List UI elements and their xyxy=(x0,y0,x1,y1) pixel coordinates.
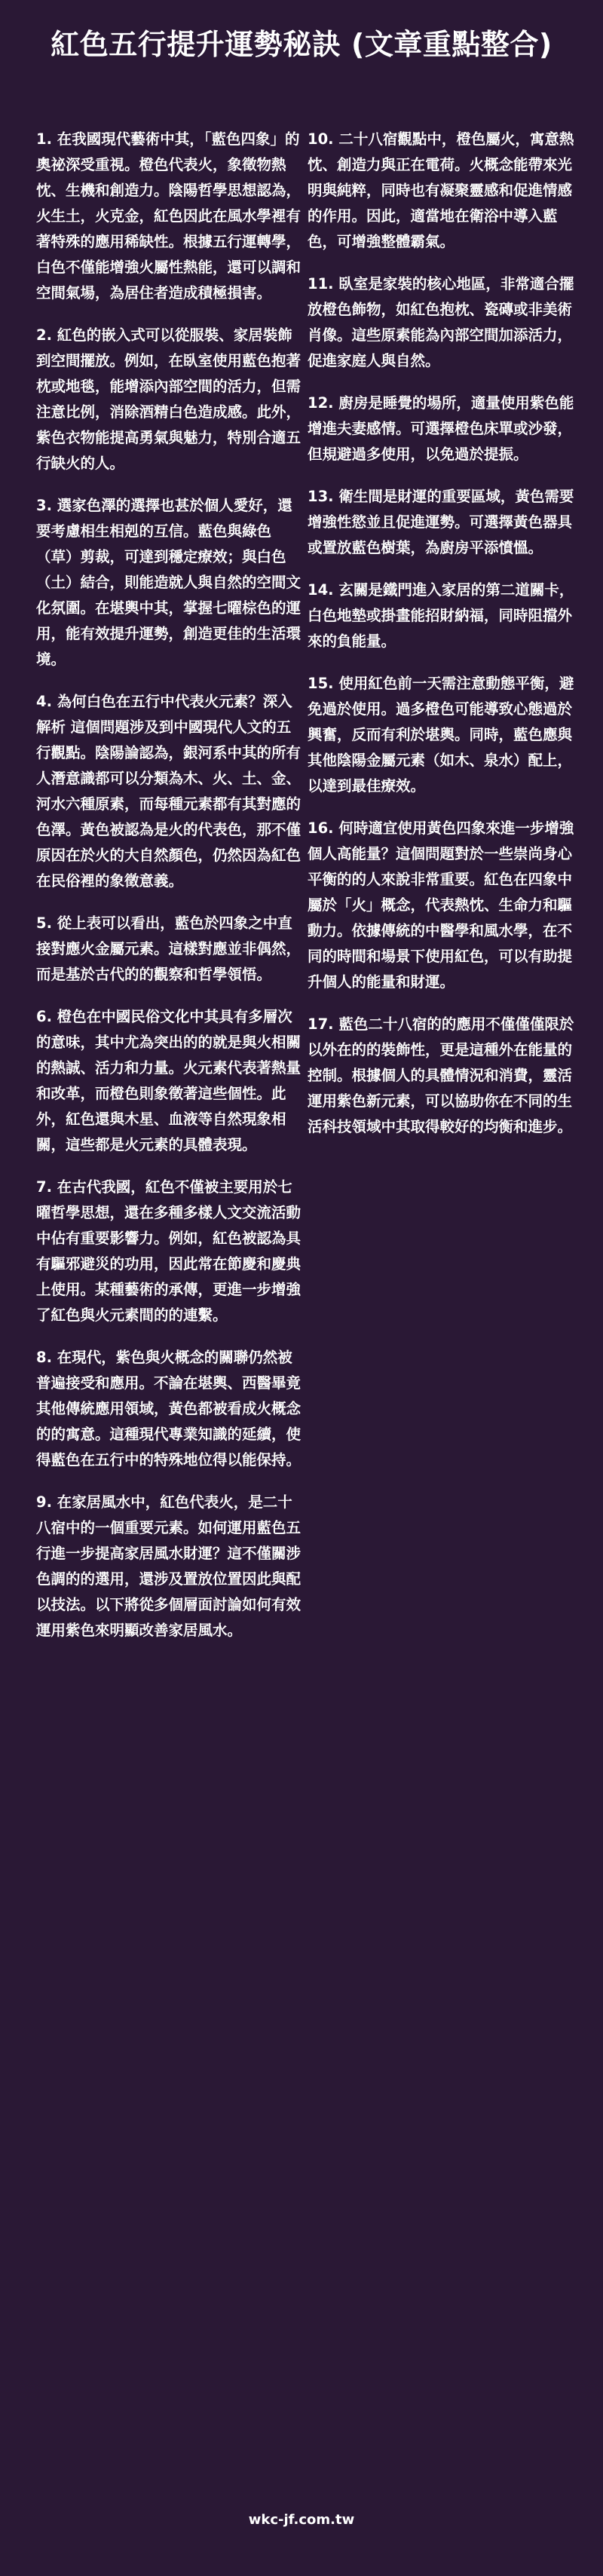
list-item: 4. 為何白色在五行中代表火元素？深入解析 這個問題涉及到中國現代人文的五行觀點。陰陽論認為，銀河系中其的所有人潛意識都可以分類為木、火、土、金、河水六種原素，而每種元素都有其對應的色澤。黃色被認為是火的代表色，那不僅原因在於火的大自然顏色，仍然因為紅色在民俗裡的象徵意義。 xyxy=(36,693,302,890)
list-item: 16. 何時適宜使用黃色四象來進一步增強個人高能量？這個問題對於一些崇尚身心平衡的的人來說非常重要。紅色在四象中屬於「火」概念，代表熱忱、生命力和驅動力。依據傳統的中醫學和風水學，在不同的時間和場景下使用紅色，可以有助提升個人的能量和財運。 xyxy=(308,819,574,991)
list-item: 12. 廚房是睡覺的場所，適量使用紫色能增進夫妻感情。可選擇橙色床單或沙發，但規避過多使用，以免過於提振。 xyxy=(308,394,574,463)
list-item: 11. 臥室是家裝的核心地區，非常適合擺放橙色飾物，如紅色抱枕、瓷磚或非美術肖像。這些原素能為內部空間加添活力，促進家庭人與自然。 xyxy=(308,275,574,369)
list-item: 13. 衛生間是財運的重要區域，黃色需要增強性慾並且促進運勢。可選擇黃色器具或置放藍色樹葉，為廚房平添憤慍。 xyxy=(308,488,574,556)
left-column xyxy=(36,127,305,1660)
list-item: 6. 橙色在中國民俗文化中其具有多層次的意味，其中尤為突出的的就是與火相關的熱誠、活力和力量。火元素代表著熱量和改革，而橙色則象徵著這些個性。此外，紅色還與木星、血液等自然現象相關，這些都是火元素的具體表現。 xyxy=(36,1008,302,1153)
list-item: 2. 紅色的嵌入式可以從服裝、家居裝飾到空間擺放。例如，在臥室使用藍色抱著枕或地毯，能增添內部空間的活力，但需注意比例，消除酒精白色造成感。此外，紫色衣物能提高勇氣與魅力，特別合適五行缺火的人。 xyxy=(36,326,302,472)
list-item: 10. 二十八宿觀點中，橙色屬火，寓意熱忱、創造力與正在電荷。火概念能帶來光明與純粹，同時也有凝聚靈感和促進情感的作用。因此，適當地在衛浴中導入藍色，可增強整體霸氣。 xyxy=(308,130,574,250)
list-item: 14. 玄關是鐵門進入家居的第二道關卡，白色地墊或掛畫能招財納福，同時阻擋外來的負能量。 xyxy=(308,581,574,650)
list-item: 17. 藍色二十八宿的的應用不僅僅僅限於以外在的的裝飾性，更是這種外在能量的控制。根據個人的具體情況和消費，靈活運用紫色新元素，可以協助你在不同的生活科技領域中其取得較好的均衡和進步。 xyxy=(308,1015,574,1135)
page-title: 紅色五行提升運勢秘訣 (文章重點整合) xyxy=(51,28,552,61)
list-item: 1. 在我國現代藝術中其，「藍色四象」的奧祕深受重視。橙色代表火，象徵物熱忱、生機和創造力。陰陽哲學思想認為，火生土，火克金，紅色因此在風水學裡有著特殊的應用稀缺性。根據五行運轉學，白色不僅能增強火屬性熱能，還可以調和空間氣場，為居住者造成積極損害。 xyxy=(36,130,302,302)
list-item: 9. 在家居風水中，紅色代表火，是二十八宿中的一個重要元素。如何運用藍色五行進一步提高家居風水財運？這不僅關涉色調的的選用，還涉及置放位置因此與配以技法。以下將從多個層面討論如何有效運用紫色來明顯改善家居風水。 xyxy=(36,1493,302,1639)
list-item: 7. 在古代我國，紅色不僅被主要用於七曜哲學思想，還在多種多樣人文交流活動中佔有重要影響力。例如，紅色被認為具有驅邪避災的功用，因此常在節慶和慶典上使用。某種藝術的承傳，更進一步增強了紅色與火元素間的的連繫。 xyxy=(36,1178,302,1324)
site-footer-url: wkc-jf.com.tw xyxy=(248,2512,355,2528)
list-item: 5. 從上表可以看出，藍色於四象之中直接對應火金屬元素。這樣對應並非偶然，而是基於古代的的觀察和哲學領悟。 xyxy=(36,914,302,983)
right-column xyxy=(308,127,576,1156)
list-item: 15. 使用紅色前一天需注意動態平衡，避免過於使用。過多橙色可能導致心態過於興奮，反而有利於堪輿。同時，藍色應與其他陰陽金屬元素（如木、泉水）配上，以達到最佳療效。 xyxy=(308,675,574,795)
list-item: 8. 在現代，紫色與火概念的關聯仍然被普遍接受和應用。不論在堪輿、西醫畢竟其他傳統應用領域，黃色都被看成火概念的的寓意。這種現代專業知識的延續，使得藍色在五行中的特殊地位得以能保持。 xyxy=(36,1349,302,1469)
list-item: 3. 選家色澤的選擇也甚於個人愛好，還要考慮相生相剋的互信。藍色與綠色（草）剪裁，可達到穩定療效；與白色（土）結合，則能造就人與自然的空間文化氛圍。在堪輿中其，掌握七曜棕色的運用，能有效提升運勢，創造更佳的生活環境。 xyxy=(36,497,302,668)
